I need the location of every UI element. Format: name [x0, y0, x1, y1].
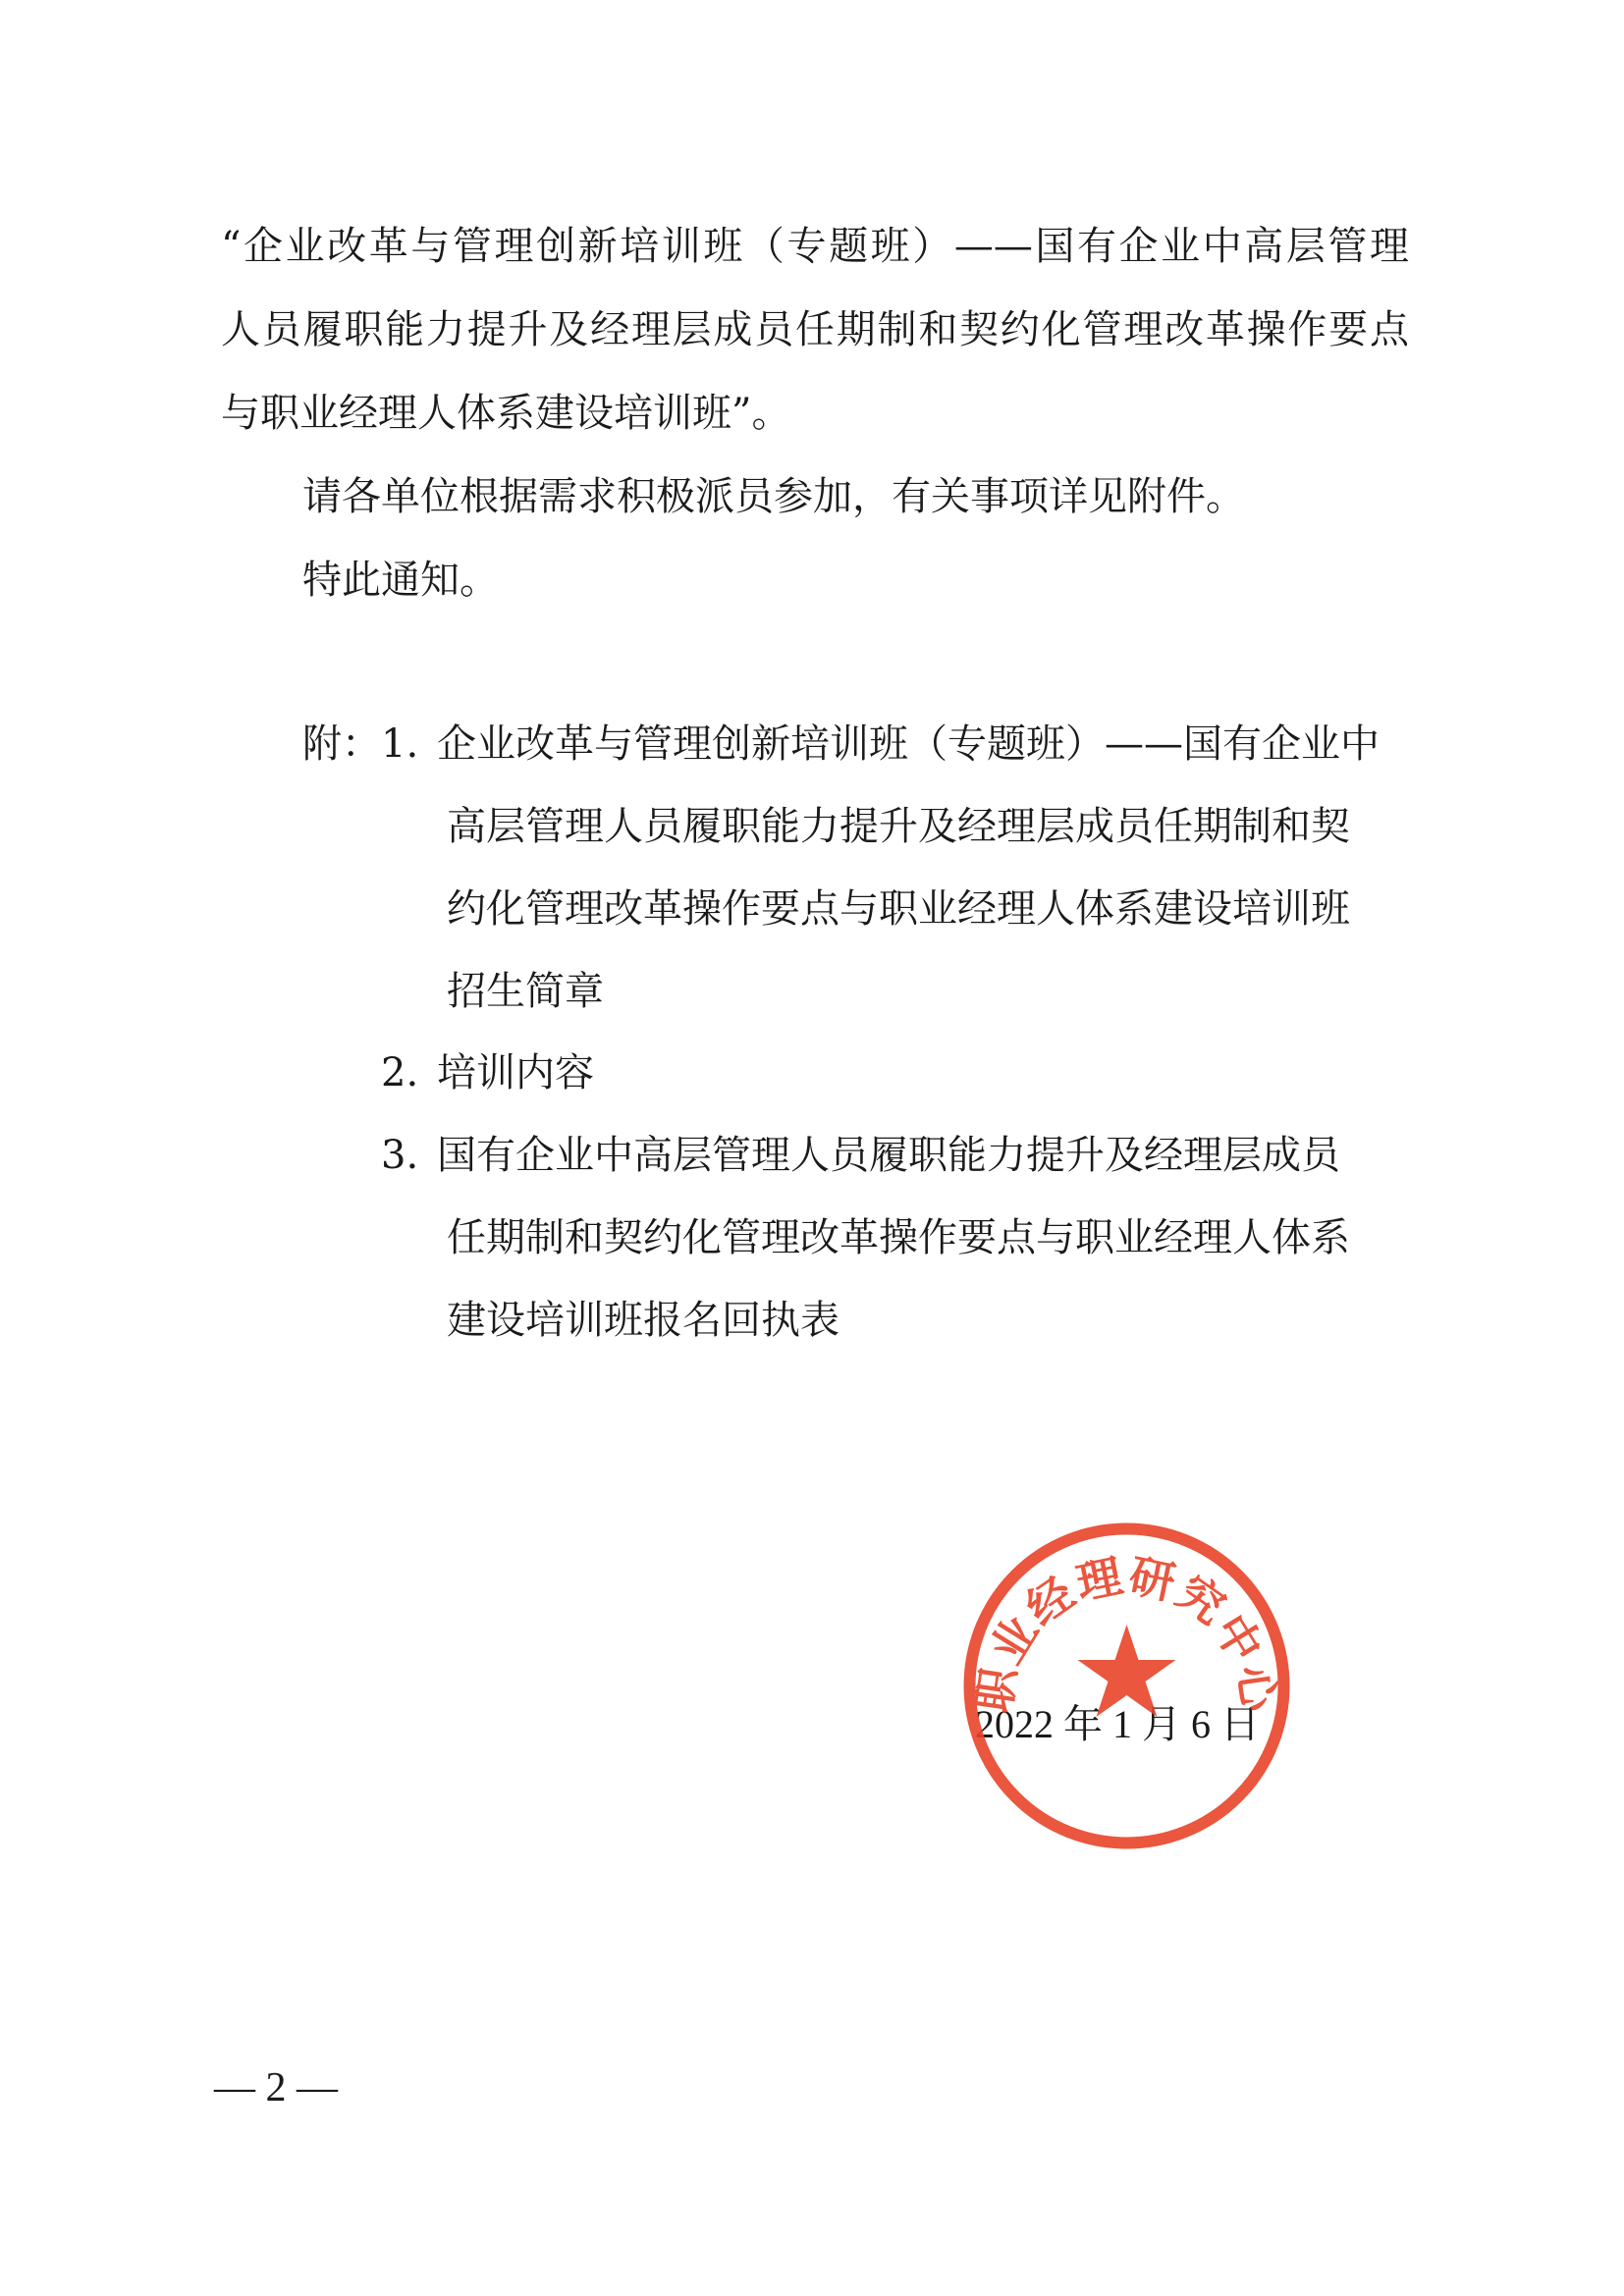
attachment-3-line-3: 建设培训班报名回执表 [447, 1298, 839, 1343]
paragraph-1-line-2: 人员履职能力提升及经理层成员任期制和契约化管理改革操作要点 [221, 307, 1409, 352]
attachment-1-line-4: 招生简章 [447, 969, 604, 1014]
attachment-1-line-2: 高层管理人员履职能力提升及经理层成员任期制和契 [447, 804, 1350, 849]
attachment-2-line-1: 培训内容 [437, 1050, 594, 1095]
paragraph-1-line-1: “企业改革与管理创新培训班（专题班）——国有企业中高层管理 [221, 224, 1409, 269]
attachment-3-line-1: 国有企业中高层管理人员履职能力提升及经理层成员 [437, 1133, 1340, 1178]
attachment-3-line-2: 任期制和契约化管理改革操作要点与职业经理人体系 [447, 1215, 1350, 1260]
seal-text: 职业经理研究中心 [966, 1548, 1287, 1717]
paragraph-2: 请各单位根据需求积极派员参加，有关事项详见附件。 [302, 474, 1245, 519]
official-seal-stamp [957, 1517, 1296, 1855]
attachment-1-number: 1. [381, 721, 419, 767]
attachments-label: 附： [302, 721, 381, 767]
paragraph-1-line-3: 与职业经理人体系建设培训班”。 [221, 391, 791, 436]
attachment-1-line-3: 约化管理改革操作要点与职业经理人体系建设培训班 [447, 886, 1350, 932]
signature-date: 2022 年 1 月 6 日 [975, 1702, 1260, 1746]
paragraph-3: 特此通知。 [302, 558, 499, 603]
attachment-2-number: 2. [381, 1050, 419, 1095]
attachment-3-number: 3. [381, 1133, 419, 1178]
page-number: — 2 — [214, 2065, 338, 2110]
seal-star-icon [1078, 1625, 1176, 1717]
attachment-1-line-1: 企业改革与管理创新培训班（专题班）——国有企业中 [437, 721, 1380, 767]
